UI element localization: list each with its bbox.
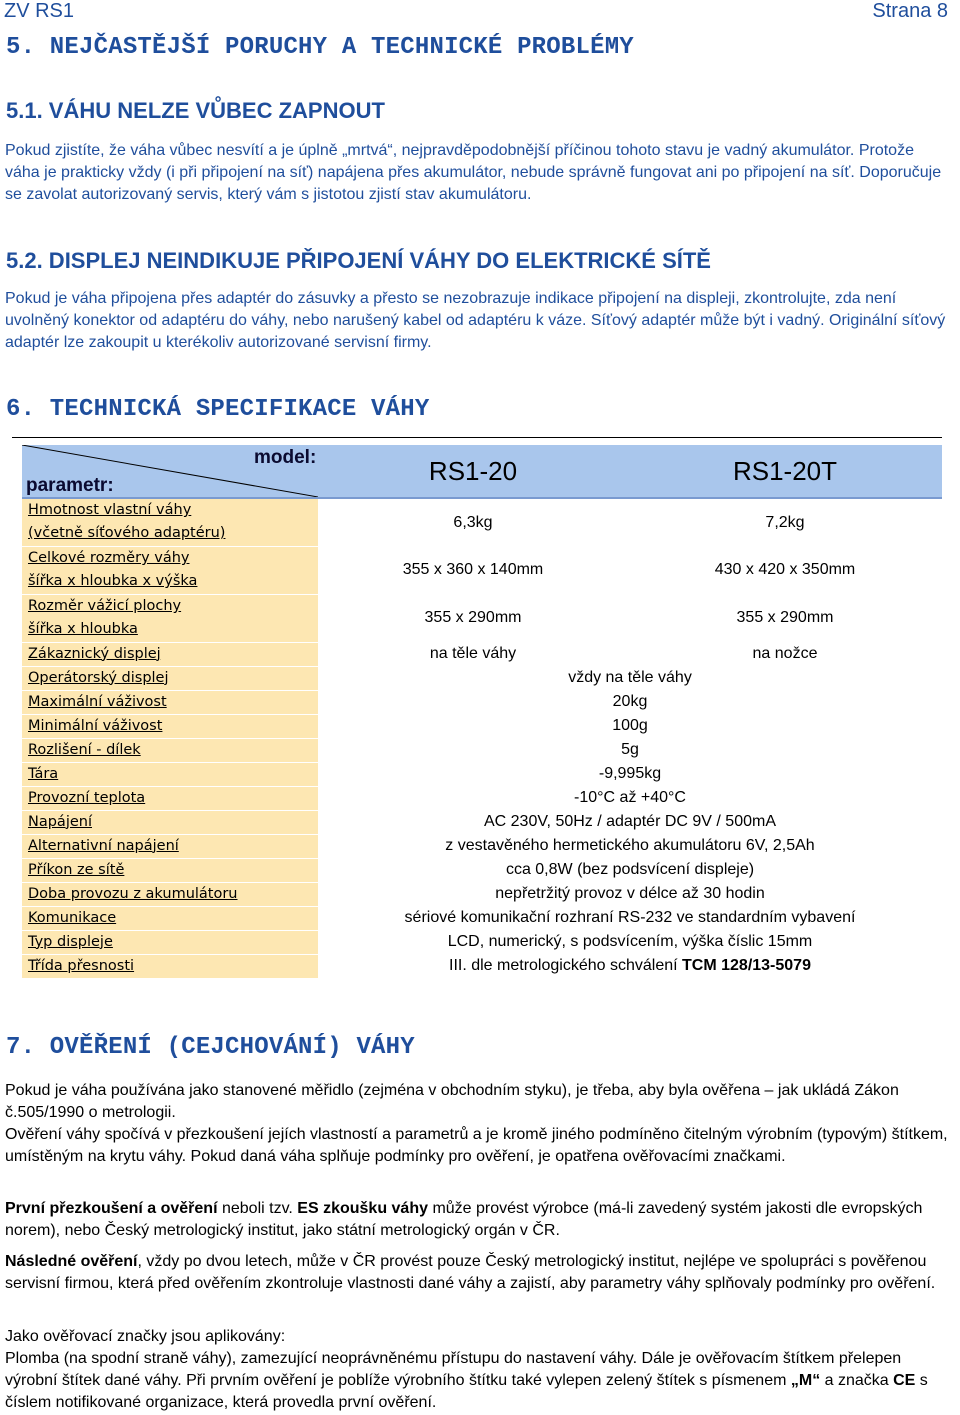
row-label-line1: Rozměr vážicí plochy xyxy=(28,598,182,614)
row-label: Alternativní napájení xyxy=(22,834,318,858)
es-test-term: ES zkoušku váhy xyxy=(297,1200,428,1217)
section-7-paragraph-4 xyxy=(5,1251,953,1295)
text-span: a značka xyxy=(820,1372,894,1389)
table-row xyxy=(22,954,942,978)
text-span: Plomba (na spodní straně váhy), zamezující neoprávněnému přístupu do nastavení váhy. Dále je ověřovacím štítkem přelepen výrobní štítek dané váhy. Při prvním ověření je poblíže výrobního štítku také vylepen zelený štítek s písmenem xyxy=(5,1350,902,1389)
ce-mark: CE xyxy=(893,1372,916,1389)
row-label: Typ displeje xyxy=(22,930,318,954)
table-row xyxy=(22,498,942,546)
row-value: sériové komunikační rozhraní RS-232 ve standardním vybavení xyxy=(404,909,856,926)
row-label: Doba provozu z akumulátoru xyxy=(22,882,318,906)
header-left: ZV RS1 xyxy=(4,0,75,22)
text-span: neboli tzv. xyxy=(217,1200,298,1217)
section-7-title: 7. OVĚŘENÍ (CEJCHOVÁNÍ) VÁHY xyxy=(6,1034,415,1061)
model-header-1: RS1-20 xyxy=(318,445,628,498)
section-6-title: 6. TECHNICKÁ SPECIFIKACE VÁHY xyxy=(6,396,430,423)
row-value-a: na těle váhy xyxy=(429,645,517,662)
row-value-b: na nožce xyxy=(752,645,818,662)
text-span: s číslem notifikované organizace, která provedla první ověření. xyxy=(5,1372,928,1411)
row-label: Komunikace xyxy=(22,906,318,930)
m-mark: „M“ xyxy=(790,1372,821,1389)
row-label: Minimální váživost xyxy=(22,714,318,738)
approval-number: TCM 128/13-5079 xyxy=(682,957,811,974)
row-value-b: 355 x 290mm xyxy=(736,609,834,626)
row-label xyxy=(22,546,318,594)
row-label: Provozní teplota xyxy=(22,786,318,810)
row-value: 100g xyxy=(612,717,648,734)
marks-intro: Jako ověřovací značky jsou aplikovány: xyxy=(5,1328,286,1345)
spec-header-row xyxy=(22,445,942,498)
row-label: Napájení xyxy=(22,810,318,834)
row-label: Operátorský displej xyxy=(22,666,318,690)
model-header-2: RS1-20T xyxy=(628,445,942,498)
row-value-a: 6,3kg xyxy=(453,513,493,531)
table-row xyxy=(22,714,942,738)
table-row xyxy=(22,546,942,594)
section-5-2-title: 5.2. DISPLEJ NEINDIKUJE PŘIPOJENÍ VÁHY DO ELEKTRICKÉ SÍTĚ xyxy=(6,248,711,273)
row-label-line1: Hmotnost vlastní váhy xyxy=(28,502,192,519)
table-row xyxy=(22,930,942,954)
row-value: nepřetržitý provoz v délce až 30 hodin xyxy=(495,885,765,902)
row-value-a: 355 x 290mm xyxy=(424,609,522,626)
spec-corner-cell xyxy=(22,445,318,498)
header-page-number: Strana 8 xyxy=(872,0,948,22)
row-value: 20kg xyxy=(612,693,648,710)
row-value-a: 355 x 360 x 140mm xyxy=(402,561,544,578)
row-label xyxy=(22,594,318,642)
section-7-paragraph-5 xyxy=(5,1326,953,1414)
param-label: parametr: xyxy=(26,475,114,496)
row-value xyxy=(318,954,942,978)
section-5-1-title: 5.1. VÁHU NELZE VŮBEC ZAPNOUT xyxy=(6,98,385,123)
table-row xyxy=(22,786,942,810)
table-row xyxy=(22,858,942,882)
row-value: AC 230V, 50Hz / adaptér DC 9V / 500mA xyxy=(483,813,776,830)
subsequent-verification-term: Následné ověření xyxy=(5,1253,138,1270)
row-value-b: 7,2kg xyxy=(765,513,805,531)
row-label: Tára xyxy=(22,762,318,786)
table-row xyxy=(22,642,942,666)
table-row xyxy=(22,666,942,690)
table-row xyxy=(22,882,942,906)
section-5-1-text-b: Protože váha je prakticky vždy (i při připojení na síť) napájena přes akumulátor, nebude správně fungovat ani po připojení na síť. Doporučuje se zavolat autorizovaný servis, který vám s jistotou zjistí stav akumulátoru. xyxy=(5,142,942,203)
row-label: Příkon ze sítě xyxy=(22,858,318,882)
row-value: cca 0,8W (bez podsvícení displeje) xyxy=(505,861,755,878)
table-row xyxy=(22,690,942,714)
table-row xyxy=(22,594,942,642)
model-label: model: xyxy=(254,447,317,468)
section-7-paragraph-2: Ověření váhy spočívá v přezkoušení jejích vlastností a parametrů a je kromě jiného podmíněno čitelným výrobním (typovým) štítkem, umístěným na krytu váhy. Pokud daná váha splňuje podmínky pro ověření, je opatřena ověřovacími značkami. xyxy=(5,1126,948,1165)
section-7-paragraph-1: Pokud je váha používána jako stanovené měřidlo (zejména v obchodním styku), je třeba, aby byla ověřena – jak ukládá Zákon č.505/1990 o metrologii. xyxy=(5,1082,899,1121)
section-5-1-text-a: Pokud zjistíte, že váha vůbec nesvítí a je úplně „mrtvá“, nejpravděpodobnější příčinou tohoto stavu je vadný akumulátor. xyxy=(5,142,855,159)
row-value: vždy na těle váhy xyxy=(568,669,692,686)
table-row xyxy=(22,810,942,834)
row-label-line2: šířka x hloubka x výška xyxy=(28,573,198,589)
row-label: Zákaznický displej xyxy=(22,642,318,666)
text-span: může provést výrobce (má-li zavedený systém jakosti dle evropských norem), nebo Český metrologický institut, jako státní metrologický orgán v ČR. xyxy=(5,1200,923,1239)
section-5-2-paragraph: Pokud je váha připojena přes adaptér do zásuvky a přesto se nezobrazuje indikace připojení na displeji, zkontrolujte, zda není uvolněný konektor od adaptéru do váhy, nebo narušený kabel od adaptéru k váze. Síťový adaptér může být i vadný. Originální síťový adaptér lze zakoupit u kterékoliv autorizované servisní firmy. xyxy=(5,290,946,351)
row-label: Maximální váživost xyxy=(22,690,318,714)
row-value: LCD, numerický, s podsvícením, výška číslic 15mm xyxy=(447,933,813,950)
section-5-1-paragraph xyxy=(5,140,953,206)
row-label-line1: Celkové rozměry váhy xyxy=(28,550,190,566)
section-5-title: 5. NEJČASTĚJŠÍ PORUCHY A TECHNICKÉ PROBLÉMY xyxy=(6,34,634,61)
table-row xyxy=(22,762,942,786)
text-span: , vždy po dvou letech, může v ČR provést pouze Český metrologický institut, nejlépe ve spolupráci s pověřenou servisní firmou, která před ověřením zkontroluje vlastnosti dané váhy a zajistí, aby parametry váhy splňovaly podmínky pro ověření. xyxy=(5,1253,936,1292)
table-top-rule xyxy=(12,437,942,438)
section-7-paragraph-3 xyxy=(5,1198,953,1242)
table-row xyxy=(22,738,942,762)
row-value: z vestavěného hermetického akumulátoru 6V, 2,5Ah xyxy=(445,837,815,854)
table-row xyxy=(22,834,942,858)
row-value-b: 430 x 420 x 350mm xyxy=(714,561,856,578)
row-label xyxy=(22,498,318,546)
row-value: -9,995kg xyxy=(598,765,662,782)
row-label: Třída přesnosti xyxy=(22,954,318,978)
row-value: -10°C až +40°C xyxy=(574,789,686,806)
spec-table xyxy=(22,445,942,979)
row-value: 5g xyxy=(621,741,639,758)
row-label: Rozlišení - dílek xyxy=(22,738,318,762)
row-label-line2: (včetně síťového adaptéru) xyxy=(28,525,226,542)
accuracy-class-text: III. dle metrologického schválení xyxy=(449,957,683,974)
row-label-line2: šířka x hloubka xyxy=(28,621,138,637)
first-verification-term: První přezkoušení a ověření xyxy=(5,1200,218,1217)
table-row xyxy=(22,906,942,930)
